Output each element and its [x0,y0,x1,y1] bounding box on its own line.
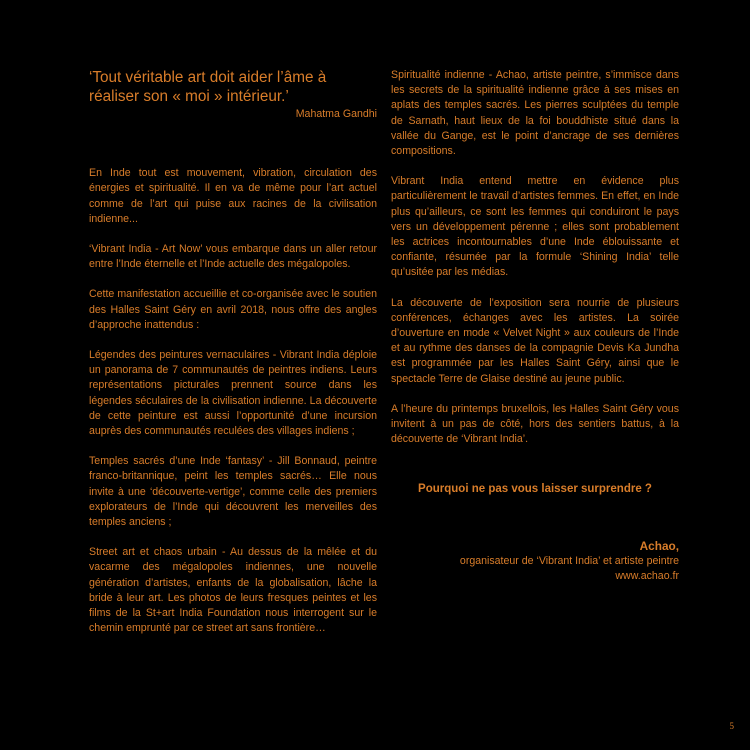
closing-question: Pourquoi ne pas vous laisser surprendre ? [418,483,652,496]
quote-author: Mahatma Gandhi [295,108,377,120]
right-column [391,68,679,584]
paragraph-temples: Temples sacrés d’une Inde ‘fantasy’ - Jill Bonnaud, peintre franco-britannique, peint les temples sacrés… Elle nous invite à une ‘découverte-vertige’, comme celle des premiers explorateurs de l’Inde qui découvrent les merveilles des temples anciens ; [89,455,377,529]
paragraph-printemps: A l’heure du printemps bruxellois, les Halles Saint Géry vous invitent à un pas de côté, hors des sentiers battus, à la découverte de ‘Vibrant India’. [391,402,679,446]
left-column [89,68,377,651]
gandhi-quote: ‘Tout véritable art doit aider l’âme à réaliser son « moi » intérieur.’ [89,69,327,105]
paragraph-conferences: La découverte de l’exposition sera nourrie de plusieurs conférences, échanges avec les artistes. La soirée d’ouverture en mode « Velvet Night » aux couleurs de l’Inde et au rythme des danses de la compagnie Devis Ka Jundha est programmée par les Halles Saint Géry, ainsi que le spectacle Terre de Glaise destiné au jeune public. [391,296,679,385]
paragraph-manifestation: Cette manifestation accueillie et co-organisée avec le soutien des Halles Saint Géry en avril 2018, nous offre des angles d’approche inattendus : [89,288,377,331]
page-number: 5 [729,721,734,731]
signature-website: www.achao.fr [615,569,679,582]
paragraph-street-art: Street art et chaos urbain - Au dessus de la mêlée et du vacarme des mégalopoles indiennes, une nouvelle génération d’artistes, enfants de la globalisation, lâche la bride à leur art. Les photos de leurs fresques peintes et les films de la St+art India Foundation nous interrogent sur le chemin emprunté par ce street art sans frontière… [89,546,377,635]
signature-role: organisateur de ‘Vibrant India’ et artiste peintre [459,554,679,567]
signature [391,538,679,584]
paragraph-femmes: Vibrant India entend mettre en évidence plus particulièrement le travail d’artistes femmes. En effet, en Inde plus qu’ailleurs, ce sont les femmes qui conduiront le pays vers un développement pérenne ; elles sont probablement les actrices incontournables d’une Inde éblouissante et confiante, résumée par la formule ‘Shining India’ telle qu’usitée par les médias. [391,175,679,279]
paragraph-legendes: Légendes des peintures vernaculaires - Vibrant India déploie un panorama de 7 communautés de peintres indiens. Leurs représentations picturales prennent source dans les légendes séculaires de la civilisation indienne. La découverte de cette peinture est aussi l’opportunité d’une incursion auprès des communautés reculées des villages indiens ; [89,349,377,438]
paragraph-intro: En Inde tout est mouvement, vibration, circulation des énergies et spiritualité. Il en va de même pour l’art actuel comme de l’art qui puise aux racines de la civilisation indienne... [89,167,377,225]
signature-name: Achao, [639,538,679,553]
paragraph-vibrant-india: ‘Vibrant India - Art Now’ vous embarque dans un aller retour entre l’Inde éternelle et l’Inde actuelle des mégalopoles. [89,243,377,271]
paragraph-spiritualite: Spiritualité indienne - Achao, artiste peintre, s’immisce dans les secrets de la spiritualité indienne grâce à ses mises en aplats des temples sacrés. Les pierres sculptées du temple de Sarnath, haut lieux de la foi bouddhiste situé dans la vallée du Gange, est le point d’ancrage de ses dernières compositions. [391,69,679,158]
